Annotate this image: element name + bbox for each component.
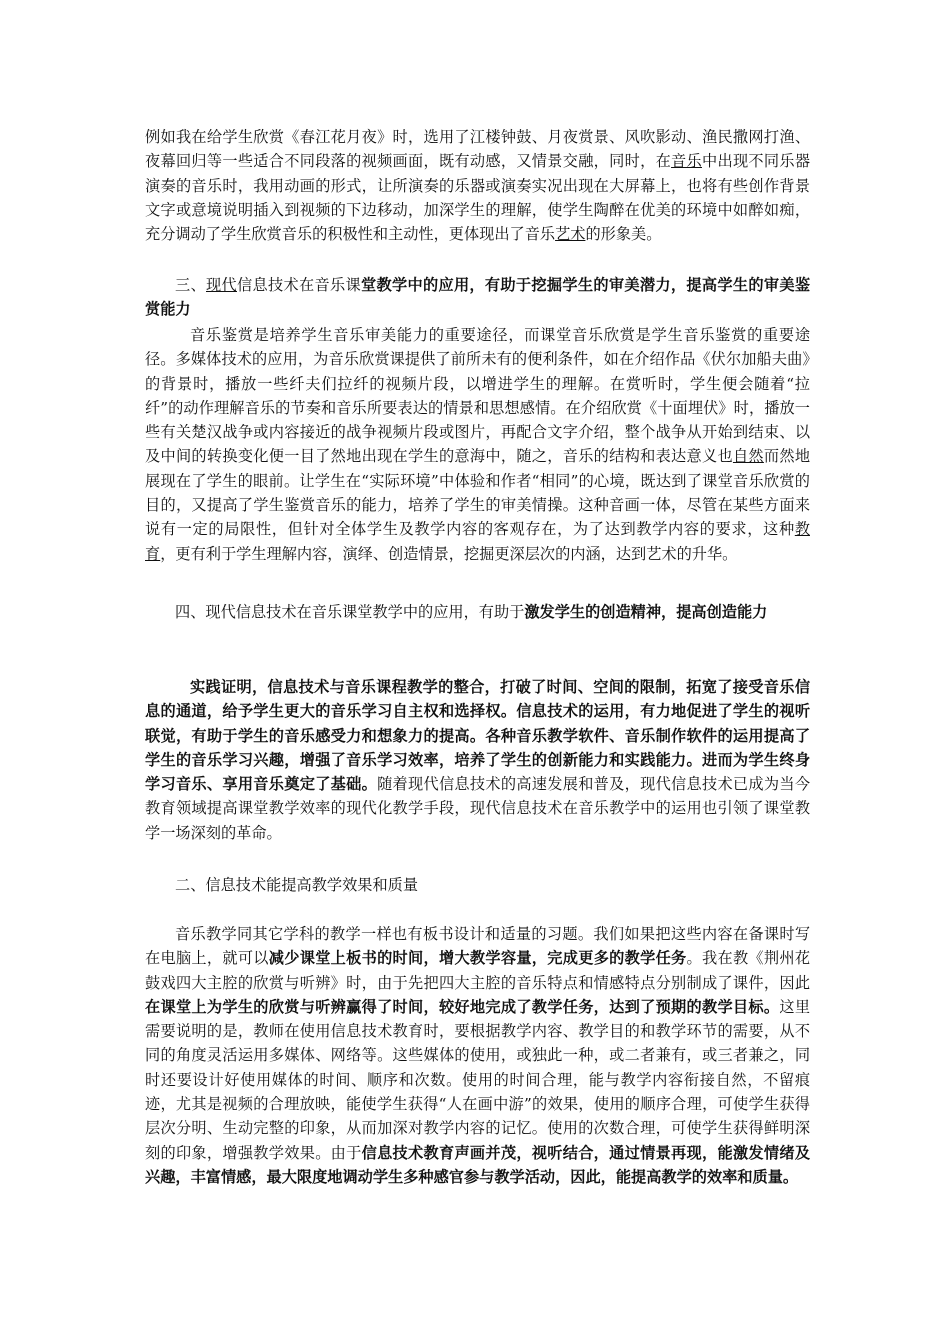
text: 中出现不同乐器演奏的音乐时，我用动画的形式，让所演奏的乐器或演奏实况出现在大屏幕上，也将有些创作背景文字或意境说明插入到视频的下边移动，加深学生的理解，使学生陶醉在优美的环境中如醉如痴，充分调动了学生欣赏音乐的积极性和主动性，更体现出了音乐 <box>145 152 811 244</box>
text: 音乐教学同其它学科的教学一样也有板书设计和适量的习题。我们如果把这些内容在备课时写在电脑上，就可以 <box>145 925 810 968</box>
bold-text: 激发学生的创造精神，提高创造能力 <box>524 603 768 621</box>
text: 信息技术在音乐课 <box>237 276 361 294</box>
text: 这里需要说明的是，教师在使用信息技术教育时，要根据教学内容、教学目的和教学环节的需要，从不同的角度灵活运用多媒体、网络等。这些媒体的使用，或独此一种，或二者兼有，或三者兼之，同时还要设计好使用媒体的时间、顺序和次数。使用的时间合理，能与教学内容衔接自然，不留痕迹，尤其是视频的合理放映，能使学生获得“人在画中游”的效果，使用的顺序合理，可使学生获得层次分明、生动完整的印象，从而加深对教学内容的记忆。使用的次数合理，可使学生获得鲜明深刻的印象，增强教学效果。由于 <box>145 997 811 1162</box>
text: 音乐鉴赏是培养学生音乐审美能力的重要途径，而课堂音乐欣赏是学生音乐鉴赏的重要途径。多媒体技术的应用，为音乐欣赏课提供了前所未有的便利条件，如在介绍作品《伏尔加船夫曲》的背景时，播放一些纤夫们拉纤的视频片段，以增进学生的理解。在赏听时，学生便会随着“拉纤”的动作理解音乐的节奏和音乐所要表达的情景和思想感情。在介绍欣赏《十面埋伏》时，播放一些有关楚汉战争或内容接近的战争视频片段或图片，再配合文字介绍，整个战争从开始到结束、以及中间的转换变化便一目了然地出现在学生的意海中，随之，音乐的结构和表达意义也 <box>145 326 810 466</box>
link-nature[interactable]: 自然 <box>732 447 764 466</box>
text: 的形象美。 <box>585 225 662 244</box>
heading-section-2 <box>145 873 810 897</box>
heading-section-3 <box>145 273 810 322</box>
paragraph-practice <box>145 675 810 845</box>
bold-text: 信息技术教育声画并茂，视听结合，通过情景再现，能激发情绪及兴趣，丰富情感，最大限度地调动学生多种感官参与教学活动，因此，能提高教学的效率和质量。 <box>145 1143 811 1186</box>
bold-text: 在课堂上为学生的欣赏与听辨赢得了时间，较好地完成了教学任务，达到了预期的教学目标。 <box>145 997 780 1016</box>
text: 例如我在给学生欣赏《春江花月夜》时，选用了江楼钟鼓、月夜赏景、风吹影动、渔民撒网打渔、夜幕回归等一些适合不同段落的视频画面，既有动感，又情景交融，同时，在 <box>145 128 810 171</box>
link-music[interactable]: 音乐 <box>671 152 702 171</box>
heading-section-4 <box>145 600 810 624</box>
paragraph-appreciation <box>145 323 810 566</box>
link-education[interactable]: 教育 <box>145 520 810 563</box>
text: 随着现代信息技术的高速发展和普及，现代信息技术已成为当今教育领域提高课堂教学效率的现代化教学手段，现代信息技术在音乐教学中的运用也引领了课堂教学一场深刻的革命。 <box>145 775 811 842</box>
text: ，更有利于学生理解内容，演绎、创造情景，挖掘更深层次的内涵，达到艺术的升华。 <box>160 544 738 563</box>
link-modern[interactable]: 现代 <box>206 276 237 294</box>
paragraph-teaching-effect <box>145 922 810 1189</box>
text: 。我在教《荆州花鼓戏四大主腔的欣赏与听辨》时，由于先把四大主腔的音乐特点和情感特点分别制成了课件，因此 <box>145 949 811 992</box>
paragraph-example <box>145 125 810 246</box>
text: 二、信息技术能提高教学效果和质量 <box>175 876 418 894</box>
bold-text: 堂教学中的应用，有助于挖掘学生的审美潜力，提高学生的审美鉴赏能力 <box>145 276 811 319</box>
text: 三、 <box>175 276 206 294</box>
bold-text: 减少课堂上板书的时间，增大教学容量，完成更多的教学任务 <box>268 949 687 968</box>
text: 四、现代信息技术在音乐课堂教学中的应用，有助于 <box>175 603 525 621</box>
link-art[interactable]: 艺术 <box>555 225 586 244</box>
bold-text: 实践证明，信息技术与音乐课程教学的整合，打破了时间、空间的限制，拓宽了接受音乐信息的通道，给予学生更大的音乐学习自主权和选择权。信息技术的运用，有力地促进了学生的视听联觉，有助于学生的音乐感受力和想象力的提高。各种音乐教学软件、音乐制作软件的运用提高了学生的音乐学习兴趣，增强了音乐学习效率，培养了学生的创新能力和实践能力。进而为学生终身学习音乐、享用音乐奠定了基础。 <box>145 678 810 794</box>
text: 而然地展现在了学生的眼前。让学生在“实际环境”中体验和作者“相同”的心境，既达到了课堂音乐欣赏的目的，又提高了学生鉴赏音乐的能力，培养了学生的审美情操。这种音画一体，尽管在某些方面来说有一定的局限性，但针对全体学生及教学内容的客观存在，为了达到教学内容的要求，这种 <box>145 447 811 539</box>
